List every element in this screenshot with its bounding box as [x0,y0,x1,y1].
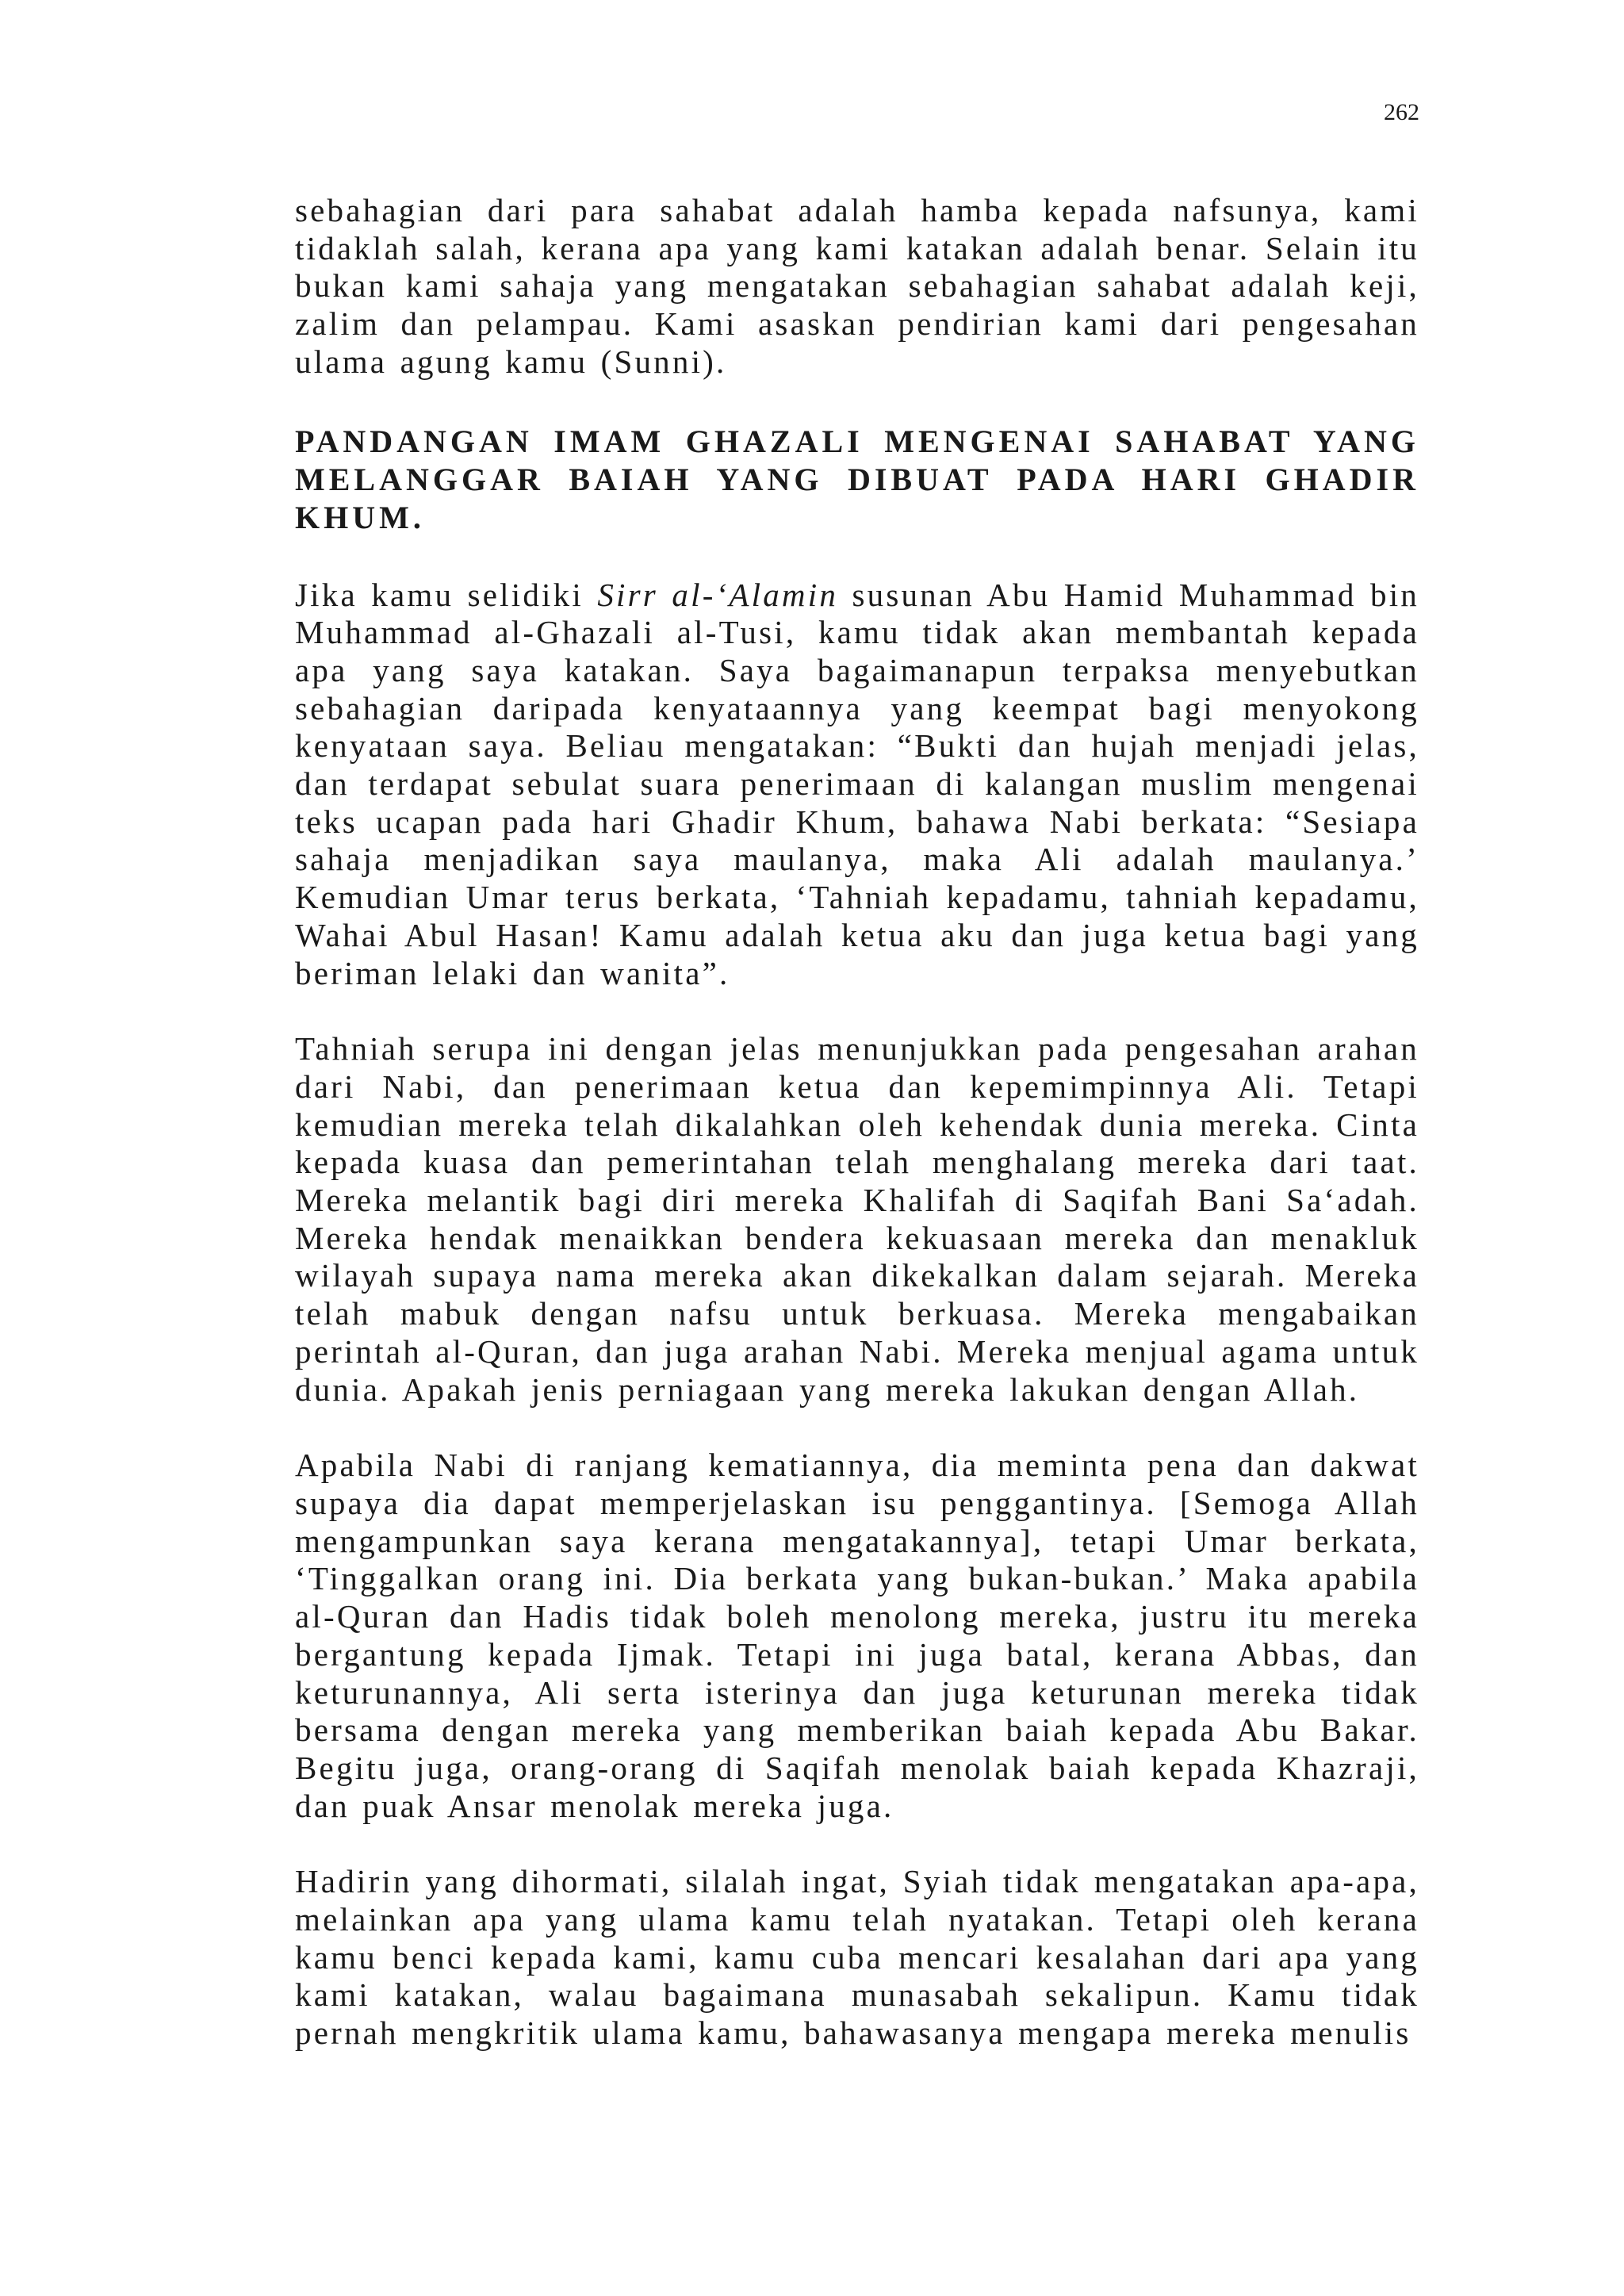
section-heading: PANDANGAN IMAM GHAZALI MENGENAI SAHABAT YANG MELANGGAR BAIAH YANG DIBUAT PADA HARI GHADIR KHUM. [295,423,1419,535]
paragraph: Tahniah serupa ini dengan jelas menunjukkan pada pengesahan arahan dari Nabi, dan penerimaan ketua dan kepemimpinnya Ali. Tetapi kemudian mereka telah dikalahkan oleh kehendak dunia mereka. Cinta kepada kuasa dan pemerintahan telah menghalang mereka dari taat. Mereka melantik bagi diri mereka Khalifah di Saqifah Bani Sa‘adah. Mereka hendak menaikkan bendera kekuasaan mereka dan menakluk wilayah supaya nama mereka akan dikekalkan dalam sejarah. Mereka telah mabuk dengan nafsu untuk berkuasa. Mereka mengabaikan perintah al-Quran, dan juga arahan Nabi. Mereka menjual agama untuk dunia. Apakah jenis perniagaan yang mereka lakukan dengan Allah. [295,1030,1419,1408]
paragraph: sebahagian dari para sahabat adalah hamba kepada nafsunya, kami tidaklah salah, kerana apa yang kami katakan adalah benar. Selain itu bukan kami sahaja yang mengatakan sebahagian sahabat adalah keji, zalim dan pelampau. Kami asaskan pendirian kami dari pengesahan ulama agung kamu (Sunni). [295,192,1419,380]
paragraph-text: susunan Abu Hamid Muhammad bin Muhammad al-Ghazali al-Tusi, kamu tidak akan membantah kepada apa yang saya katakan. Saya bagaimanapun terpaksa menyebutkan sebahagian daripada kenyataannya yang keempat bagi menyokong kenyataan saya. Beliau mengatakan: “Bukti dan hujah menjadi jelas, dan terdapat sebulat suara penerimaan di kalangan muslim mengenai teks ucapan pada hari Ghadir Khum, bahawa Nabi berkata: “Sesiapa sahaja menjadikan saya maulanya, maka Ali adalah maulanya.’ Kemudian Umar terus berkata, ‘Tahniah kepadamu, tahniah kepadamu, Wahai Abul Hasan! Kamu adalah ketua aku dan juga ketua bagi yang beriman lelaki dan wanita”. [295,576,1419,991]
paragraph-text: Jika kamu selidiki [295,576,598,613]
page-number: 262 [1384,99,1419,125]
book-title: Sirr al-‘Alamin [597,576,839,613]
paragraph: Hadirin yang dihormati, silalah ingat, Syiah tidak mengatakan apa-apa, melainkan apa yang ulama kamu telah nyatakan. Tetapi oleh kerana kamu benci kepada kami, kamu cuba mencari kesalahan dari apa yang kami katakan, walau bagaimana munasabah sekalipun. Kamu tidak pernah mengkritik ulama kamu, bahawasanya mengapa mereka menulis [295,1863,1419,2052]
page-body [295,192,1419,2053]
paragraph [295,577,1419,993]
paragraph: Apabila Nabi di ranjang kematiannya, dia meminta pena dan dakwat supaya dia dapat memperjelaskan isu penggantinya. [Semoga Allah mengampunkan saya kerana mengatakannya], tetapi Umar berkata, ‘Tinggalkan orang ini. Dia berkata yang bukan-bukan.’ Maka apabila al-Quran dan Hadis tidak boleh menolong mereka, justru itu mereka bergantung kepada Ijmak. Tetapi ini juga batal, kerana Abbas, dan keturunannya, Ali serta isterinya dan juga keturunan mereka tidak bersama dengan mereka yang memberikan baiah kepada Abu Bakar. Begitu juga, orang-orang di Saqifah menolak baiah kepada Khazraji, dan puak Ansar menolak mereka juga. [295,1447,1419,1824]
